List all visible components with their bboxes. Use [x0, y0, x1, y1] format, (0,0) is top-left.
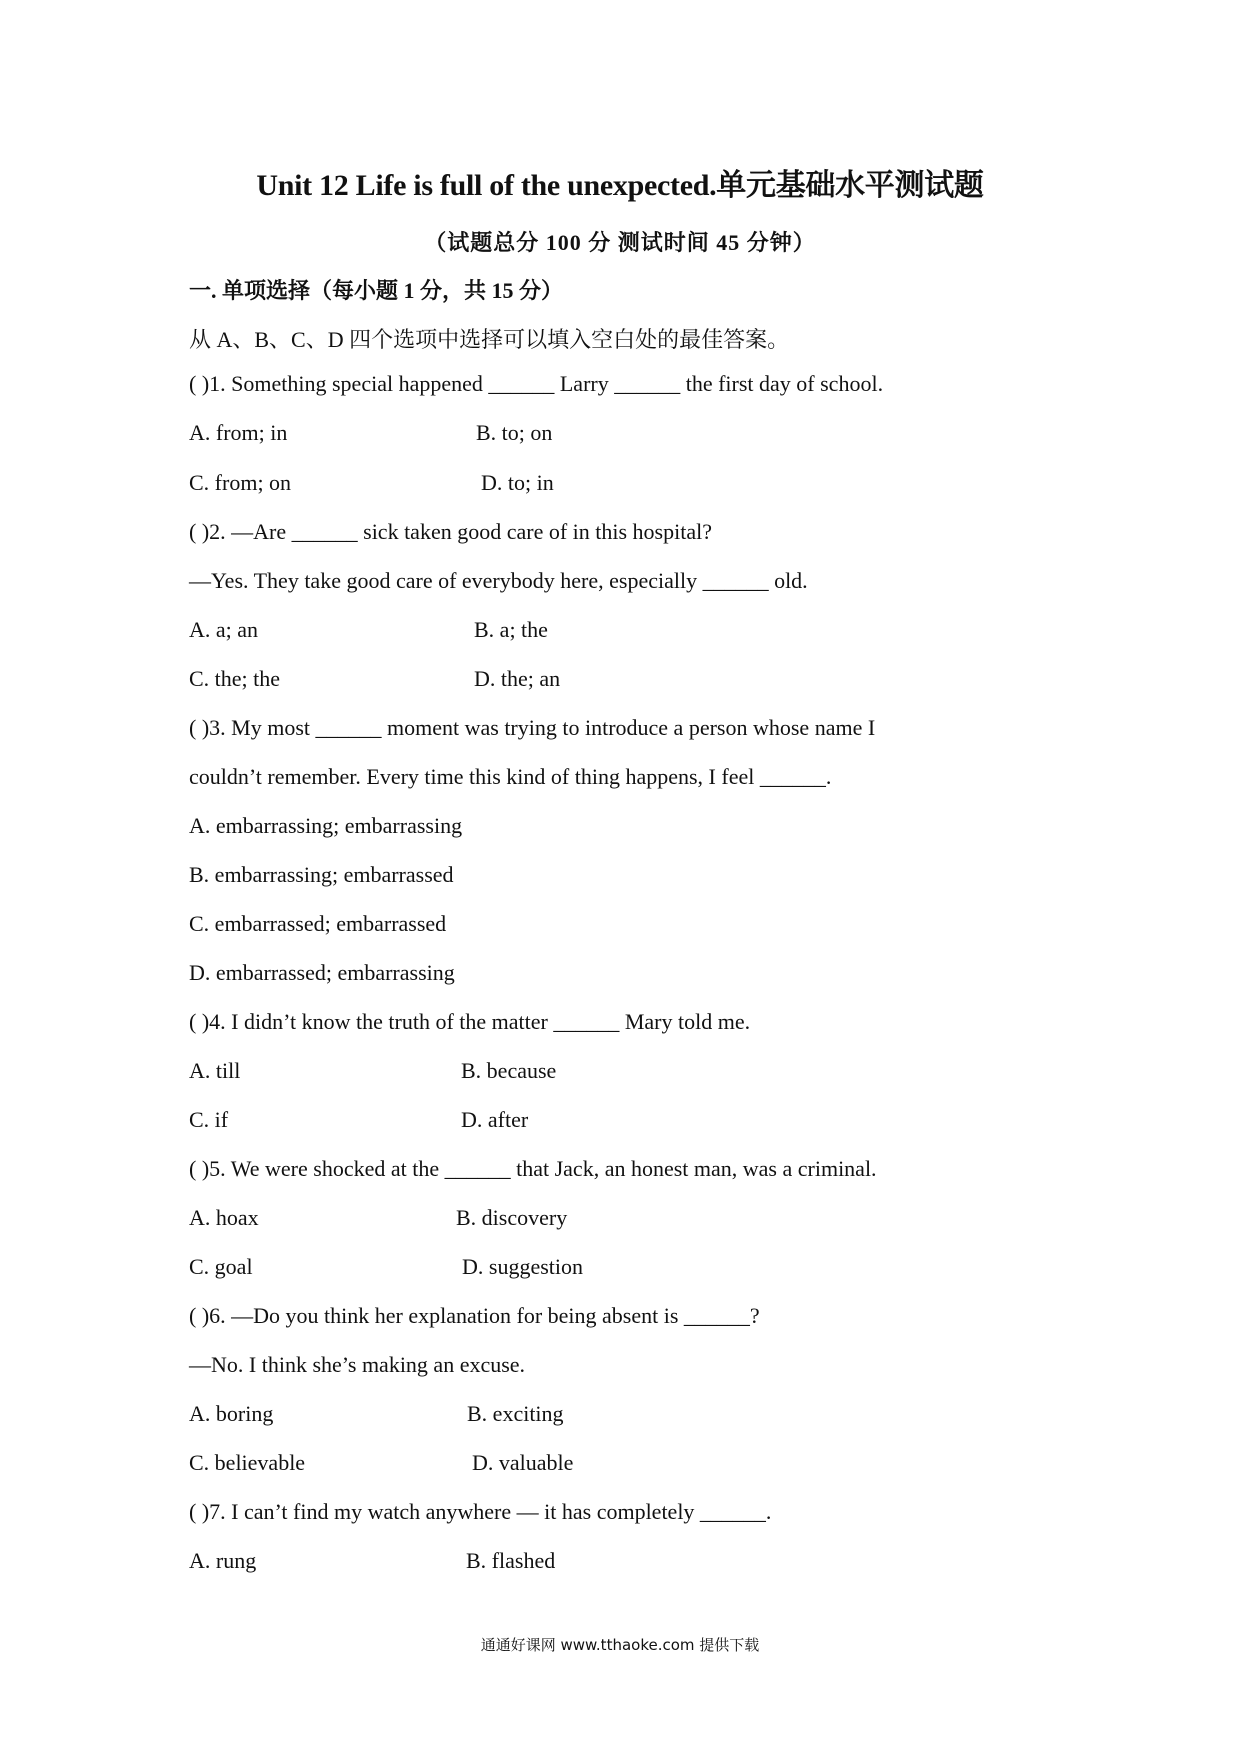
section-instruction: 从 A、B、C、D 四个选项中选择可以填入空白处的最佳答案。: [189, 327, 790, 352]
question-2-option-a: A. a; an: [189, 617, 259, 642]
question-1-option-a: A. from; in: [189, 420, 288, 445]
question-1-option-b: B. to; on: [476, 420, 553, 445]
question-4-option-d: D. after: [461, 1107, 529, 1132]
question-4-stem: ( )4. I didn’t know the truth of the matter ______ Mary told me.: [189, 1009, 751, 1034]
question-7-option-a: A. rung: [189, 1548, 257, 1573]
question-6-option-b: B. exciting: [467, 1401, 564, 1426]
question-7-stem: ( )7. I can’t find my watch anywhere — it has completely ______.: [189, 1499, 772, 1524]
question-1-option-c: C. from; on: [189, 470, 292, 495]
page-title: Unit 12 Life is full of the unexpected.单元基础水平测试题: [256, 169, 984, 202]
question-5-option-a: A. hoax: [189, 1205, 259, 1230]
question-5-stem: ( )5. We were shocked at the ______ that Jack, an honest man, was a criminal.: [189, 1156, 877, 1181]
question-2-option-d: D. the; an: [474, 666, 561, 691]
question-6-option-d: D. valuable: [472, 1450, 574, 1475]
question-4-option-a: A. till: [189, 1058, 241, 1083]
question-6-option-a: A. boring: [189, 1401, 274, 1426]
section-heading: 一. 单项选择（每小题 1 分，共 15 分）: [189, 278, 564, 303]
question-2-option-b: B. a; the: [474, 617, 548, 642]
question-5-option-b: B. discovery: [456, 1205, 568, 1230]
test-info-subtitle: （试题总分 100 分 测试时间 45 分钟）: [424, 230, 816, 255]
question-3-option-c: C. embarrassed; embarrassed: [189, 911, 447, 936]
question-3-stem-line-2: couldn’t remember. Every time this kind of thing happens, I feel ______.: [189, 764, 832, 789]
question-6-option-c: C. believable: [189, 1450, 306, 1475]
question-5-option-d: D. suggestion: [462, 1254, 583, 1279]
question-1-option-d: D. to; in: [481, 470, 554, 495]
page-footer: 通通好课网 www.tthaoke.com 提供下载: [480, 1636, 760, 1654]
question-3-option-a: A. embarrassing; embarrassing: [189, 813, 463, 838]
question-4-option-b: B. because: [461, 1058, 557, 1083]
question-3-option-b: B. embarrassing; embarrassed: [189, 862, 454, 887]
question-6-stem-line-2: —No. I think she’s making an excuse.: [189, 1352, 526, 1377]
question-6-stem: ( )6. —Do you think her explanation for being absent is ______?: [189, 1303, 760, 1328]
question-5-option-c: C. goal: [189, 1254, 253, 1279]
question-7-option-b: B. flashed: [466, 1548, 556, 1573]
question-1-stem: ( )1. Something special happened ______ Larry ______ the first day of school.: [189, 371, 884, 396]
question-2-stem: ( )2. —Are ______ sick taken good care of in this hospital?: [189, 519, 712, 544]
question-2-stem-line-2: —Yes. They take good care of everybody here, especially ______ old.: [189, 568, 808, 593]
question-3-stem: ( )3. My most ______ moment was trying to introduce a person whose name I: [189, 715, 876, 740]
question-3-option-d: D. embarrassed; embarrassing: [189, 960, 455, 985]
question-4-option-c: C. if: [189, 1107, 229, 1132]
question-2-option-c: C. the; the: [189, 666, 281, 691]
